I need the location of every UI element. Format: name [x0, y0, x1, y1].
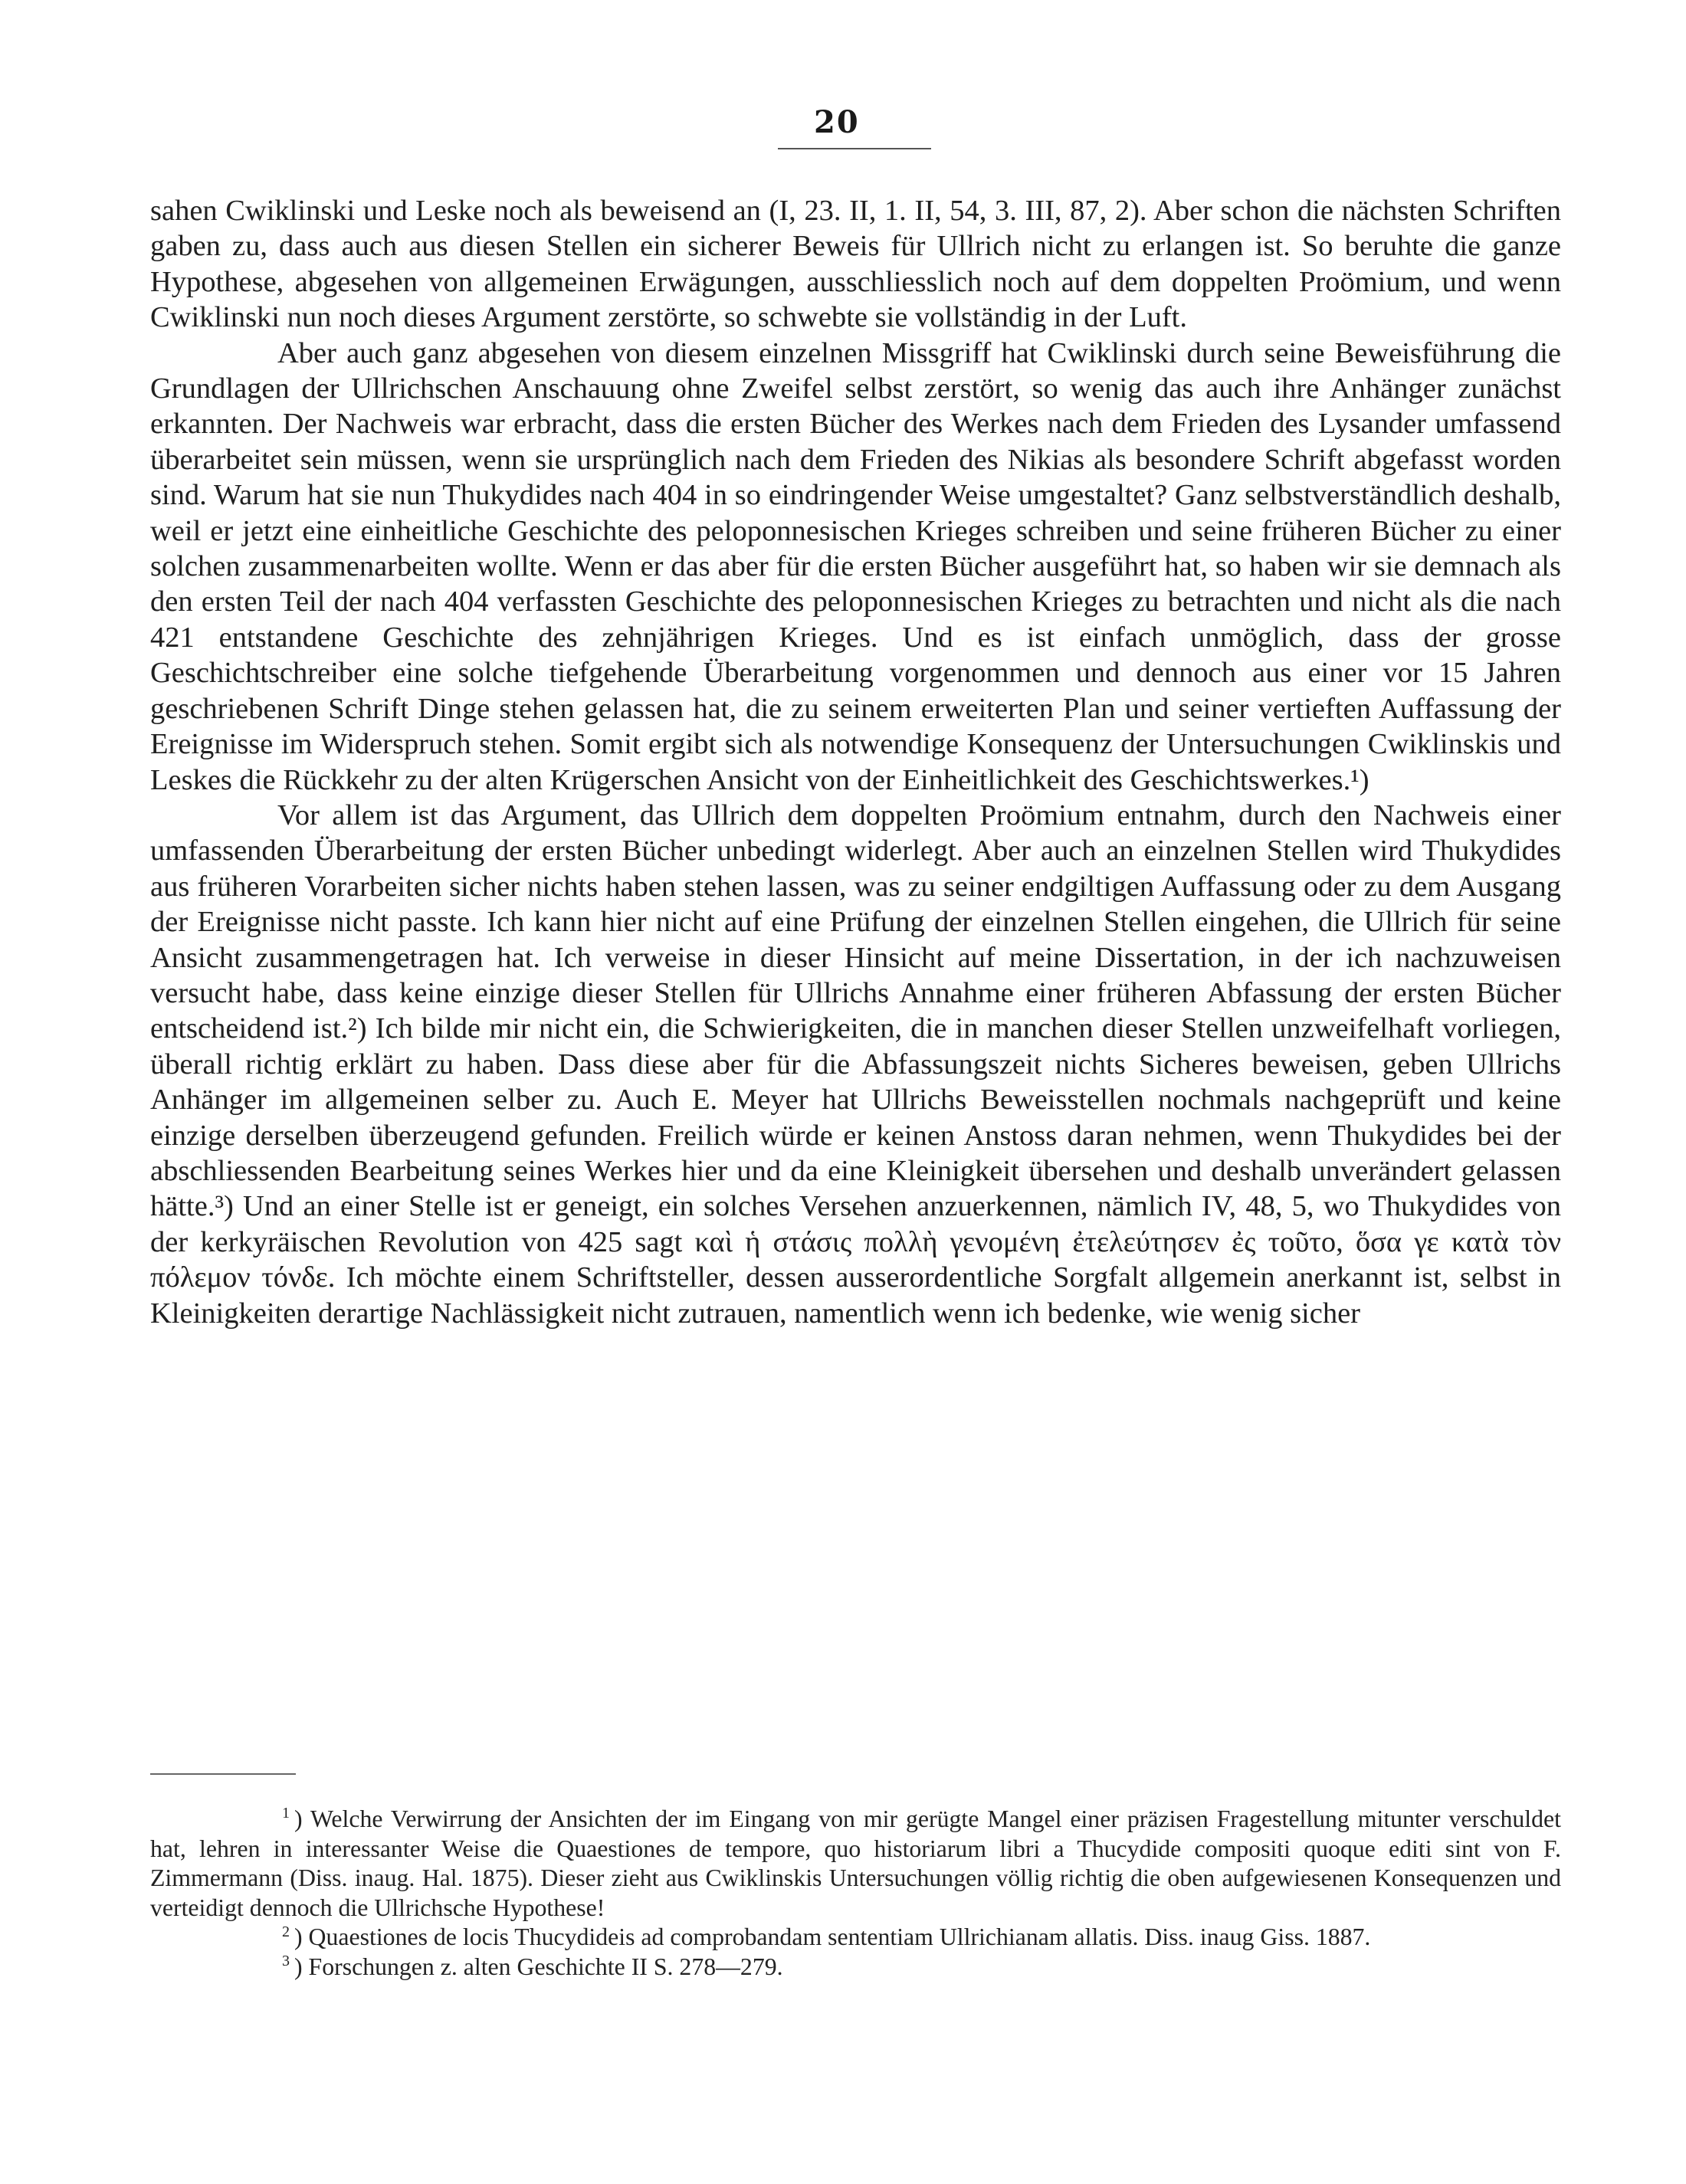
- header-rule: [778, 148, 931, 149]
- footnote-mark: 3: [282, 1953, 290, 1970]
- page-number: 20: [814, 104, 860, 140]
- footnote-text: Welche Verwirrung der Ansichten der im Eingang von mir gerügte Mangel einer präzisen Fragestellung mitunter verschuldet hat, lehren in interessanter Weise die Quaestiones de tempore, quo historiarum libri a Thucydide compositi quoque editi sint von F. Zimmermann (Diss. inaug. Hal. 1875). Dieser zieht aus Cwiklinskis Untersuchungen völlig richtig die oben aufgewiesenen Konsequenzen und verteidigt dennoch die Ullrichsche Hypothese!: [150, 1805, 1561, 1921]
- footnote-1: $^1$ ) Welche Verwirrung der Ansichten der im Eingang von mir gerügte Mangel einer präzisen Fragestellung mitunter verschuldet hat, lehren in interessanter Weise die Quaestiones de tempore, quo historiarum libri a Thucydide compositi quoque editi sint von F. Zimmermann (Diss. inaug. Hal. 1875). Dieser zieht aus Cwiklinskis Untersuchungen völlig richtig die oben aufgewiesenen Konsequenzen und verteidigt dennoch die Ullrichsche Hypothese!: [150, 1805, 1561, 1921]
- footnote-3: $^3$ ) Forschungen z. alten Geschichte II S. 278—279.: [282, 1953, 783, 1980]
- paragraph-1: sahen Cwiklinski und Leske noch als beweisend an (I, 23. II, 1. II, 54, 3. III, 87, 2). Aber schon die nächsten Schriften gaben zu, dass auch aus diesen Stellen ein sicherer Beweis für Ullrich nicht zu erlangen ist. So beruhte die ganze Hypothese, abgesehen von allgemeinen Erwägungen, ausschliesslich noch auf dem doppelten Proömium, und wenn Cwiklinski nun noch dieses Argument zerstörte, so schwebte sie vollständig in der Luft.: [150, 195, 1561, 334]
- footnote-text: Forschungen z. alten Geschichte II S. 278—279.: [308, 1953, 783, 1980]
- main-text: [150, 193, 1561, 1331]
- footnote-2: $^2$ ) Quaestiones de locis Thucydideis ad comprobandam sententiam Ullrichianam allatis. Diss. inaug Giss. 1887.: [282, 1923, 1371, 1951]
- footnote-mark: 2: [282, 1923, 290, 1940]
- paragraph-2: Aber auch ganz abgesehen von diesem einzelnen Missgriff hat Cwiklinski durch seine Beweisführung die Grundlagen der Ullrichschen Anschauung ohne Zweifel selbst zerstört, so wenig das auch ihre Anhänger zunächst erkannten. Der Nachweis war erbracht, dass die ersten Bücher des Werkes nach dem Frieden des Lysander umfassend überarbeitet sein müssen, wenn sie ursprünglich nach dem Frieden des Nikias als besondere Schrift abgefasst worden sind. Warum hat sie nun Thukydides nach 404 in so eindringender Weise umgestaltet? Ganz selbstverständlich deshalb, weil er jetzt eine einheitliche Geschichte des peloponnesischen Krieges schreiben und seine früheren Bücher zu einer solchen zusammenarbeiten wollte. Wenn er das aber für die ersten Bücher ausgeführt hat, so haben wir sie demnach als den ersten Teil der nach 404 verfassten Geschichte des peloponnesischen Krieges zu betrachten und nicht als die nach 421 entstandene Geschichte des zehnjährigen Krieges. Und es ist einfach unmöglich, dass der grosse Geschichtschreiber eine solche tiefgehende Überarbeitung vorgenommen und dennoch aus einer vor 15 Jahren geschriebenen Schrift Dinge stehen gelassen hat, die zu seinem erweiterten Plan und seiner vertieften Auffassung der Ereignisse im Widerspruch stehen. Somit ergibt sich als notwendige Konsequenz der Untersuchungen Cwiklinskis und Leskes die Rückkehr zu der alten Krügerschen Ansicht von der Einheitlichkeit des Geschichtswerkes.¹): [150, 336, 1561, 796]
- footnote-rule: [150, 1773, 296, 1775]
- footnote-mark: 1: [282, 1805, 290, 1822]
- paragraph-3: Vor allem ist das Argument, das Ullrich dem doppelten Proömium entnahm, durch den Nachweis einer umfassenden Überarbeitung der ersten Bücher unbedingt widerlegt. Aber auch an einzelnen Stellen wird Thukydides aus früheren Vorarbeiten sicher nichts haben stehen lassen, was zu seiner endgiltigen Auffassung oder zu dem Ausgang der Ereignisse nicht passte. Ich kann hier nicht auf eine Prüfung der einzelnen Stellen eingehen, die Ullrich für seine Ansicht zusammengetragen hat. Ich verweise in dieser Hinsicht auf meine Dissertation, in der ich nachzuweisen versucht habe, dass keine einzige dieser Stellen für Ullrichs Annahme einer früheren Abfassung der ersten Bücher entscheidend ist.²) Ich bilde mir nicht ein, die Schwierigkeiten, die in manchen dieser Stellen unzweifelhaft vorliegen, überall richtig erklärt zu haben. Dass diese aber für die Abfassungszeit nichts Sicheres beweisen, geben Ullrichs Anhänger im allgemeinen selber zu. Auch E. Meyer hat Ullrichs Beweisstellen nochmals nachgeprüft und keine einzige derselben überzeugend gefunden. Freilich würde er keinen Anstoss daran nehmen, wenn Thukydides bei der abschliessenden Bearbeitung seines Werkes hier und da eine Kleinigkeit übersehen und deshalb unverändert gelassen hätte.³) Und an einer Stelle ist er geneigt, ein solches Versehen anzuerkennen, nämlich IV, 48, 5, wo Thukydides von der kerkyräischen Revolution von 425 sagt καὶ ἡ στάσις πολλὴ γενομένη ἐτελεύτησεν ἐς τοῦτο, ὅσα γε κατὰ τὸν πόλεμον τόνδε. Ich möchte einem Schriftsteller, dessen ausserordentliche Sorgfalt allgemein anerkannt ist, selbst in Kleinigkeiten derartige Nachlässigkeit nicht zutrauen, namentlich wenn ich bedenke, wie wenig sicher: [150, 799, 1561, 1330]
- footnote-text: Quaestiones de locis Thucydideis ad comprobandam sententiam Ullrichianam allatis. Diss. inaug Giss. 1887.: [308, 1923, 1371, 1951]
- footnotes: [150, 1805, 1561, 1982]
